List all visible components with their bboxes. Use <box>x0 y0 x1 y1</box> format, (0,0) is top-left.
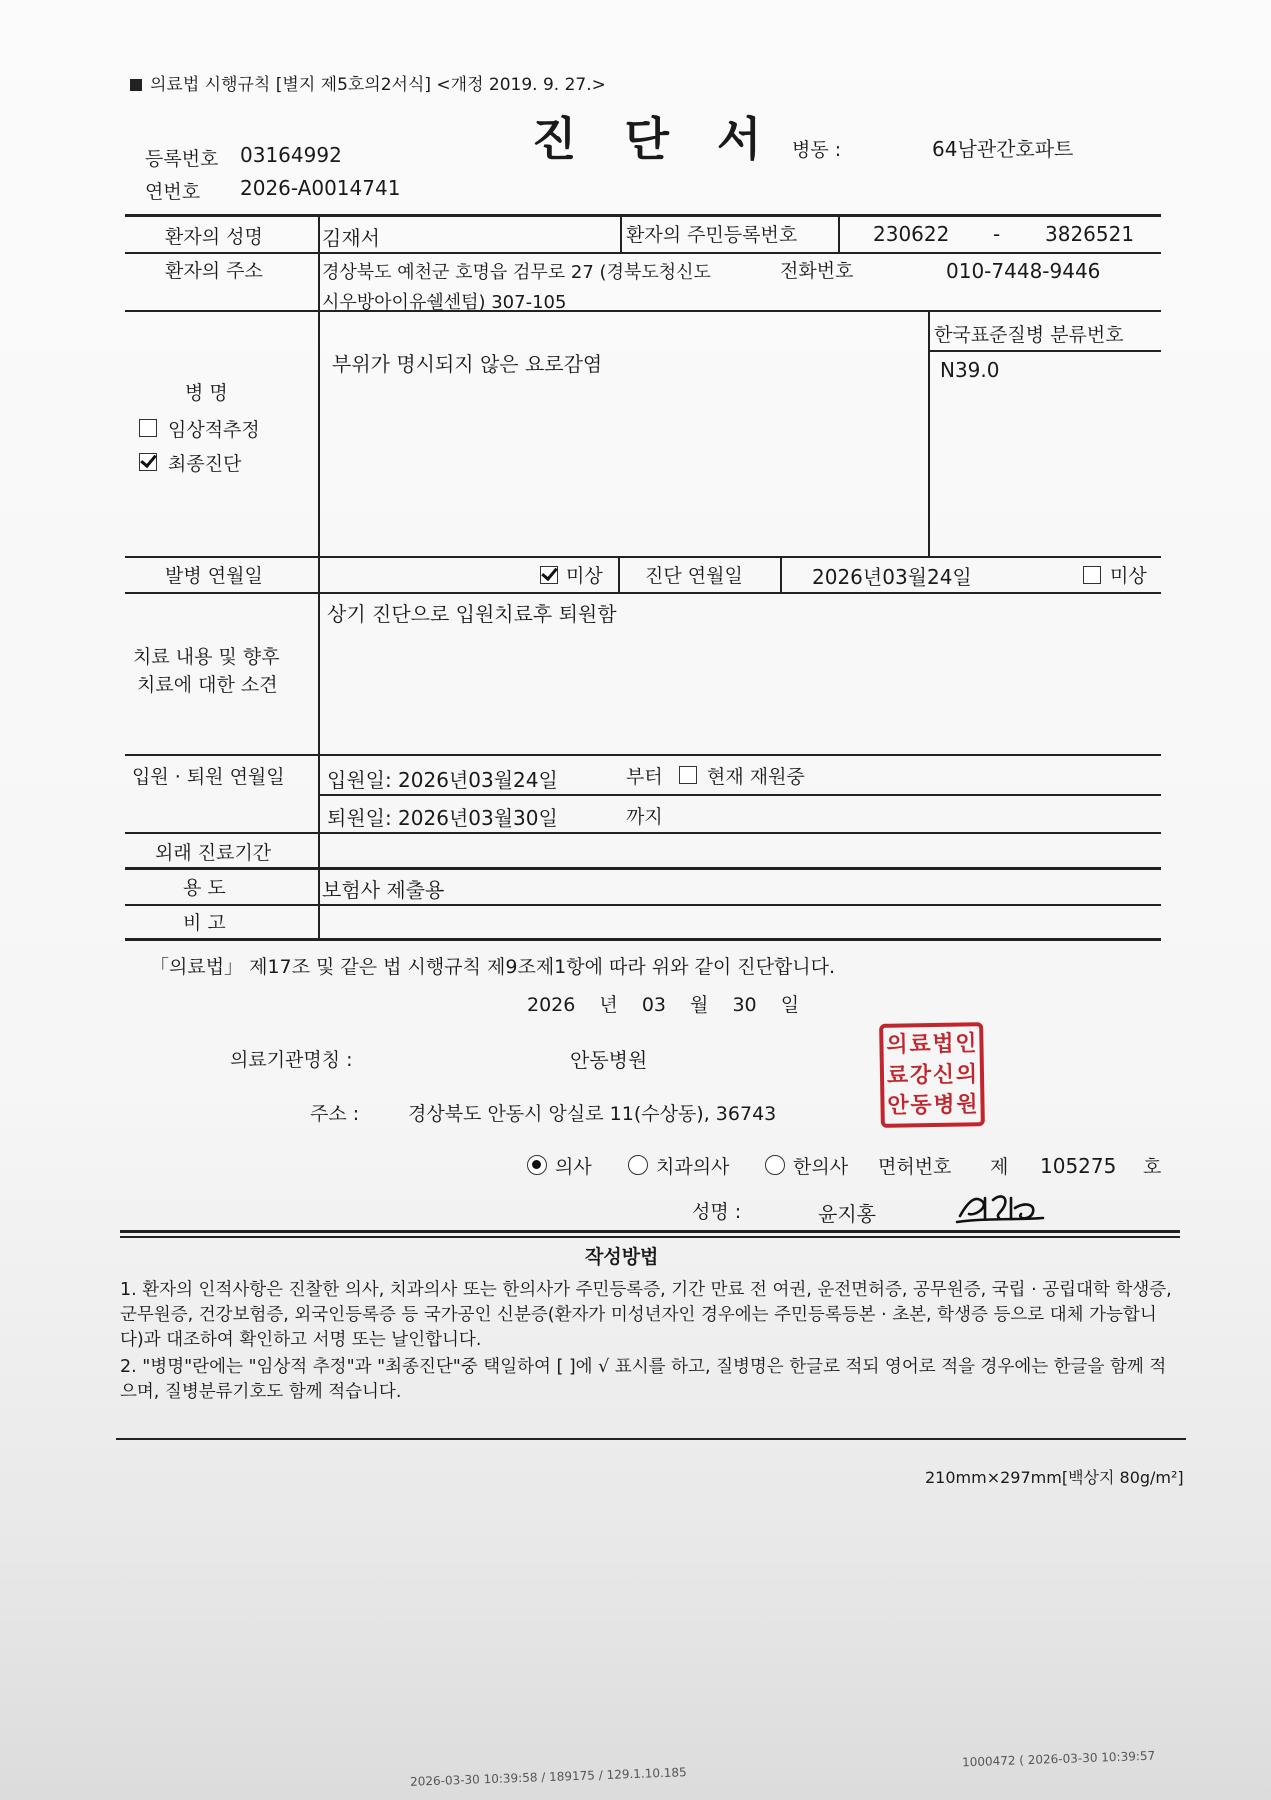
seal-glyph: 신 <box>932 1061 955 1088</box>
rrn-dash: - <box>993 222 1001 246</box>
remarks-label: 비 고 <box>183 912 226 934</box>
disease-name: 부위가 명시되지 않은 요로감염 <box>332 352 603 376</box>
issue-year: 2026 <box>527 994 576 1016</box>
treatment-label-line2: 치료에 대한 소견 <box>137 674 278 696</box>
institution-name: 안동병원 <box>570 1048 648 1072</box>
row-line <box>930 350 1161 352</box>
issue-day: 30 <box>732 994 757 1016</box>
hospital-seal-stamp <box>879 1022 985 1128</box>
diagnosis-date-label: 진단 연월일 <box>645 565 743 587</box>
doctor-signature <box>955 1188 1045 1228</box>
diag-unknown-label: 미상 <box>1110 565 1147 587</box>
certification-statement: 「의료법」 제17조 및 같은 법 시행규칙 제9조제1항에 따라 위와 같이 진단합니다. <box>150 956 836 978</box>
outpatient-label: 외래 진료기간 <box>155 842 272 864</box>
diagnosis-date: 2026년03월24일 <box>812 565 972 589</box>
phone: 010-7448-9446 <box>946 259 1101 283</box>
issue-month-unit: 월 <box>690 994 709 1016</box>
reg-no-label: 등록번호 <box>145 148 219 170</box>
col-line <box>618 556 620 592</box>
ward: 64남관간호파트 <box>932 137 1074 161</box>
admission-date: 입원일: 2026년03월24일 <box>327 768 558 792</box>
disease-label: 병 명 <box>185 382 228 404</box>
form-reference <box>130 70 606 95</box>
reg-no: 03164992 <box>240 143 342 167</box>
onset-date-label: 발병 연월일 <box>165 565 263 587</box>
purpose-label: 용 도 <box>183 877 226 899</box>
document-title: 진 단 서 <box>532 112 778 166</box>
treatment-label-line1: 치료 내용 및 향후 <box>133 646 280 668</box>
row-line <box>125 867 1161 870</box>
seal-glyph: 인 <box>955 1030 977 1057</box>
discharge-date: 퇴원일: 2026년03월30일 <box>327 806 558 830</box>
currently-admitted-label: 현재 재원중 <box>707 766 805 788</box>
clinical-estimate-label: 임상적추정 <box>168 419 260 441</box>
seal-glyph: 원 <box>956 1091 978 1118</box>
patient-name-label: 환자의 성명 <box>165 226 263 248</box>
admission-label: 입원 · 퇴원 연월일 <box>132 766 285 788</box>
rrn-back: 3826521 <box>1045 222 1135 246</box>
institution-address: 경상북도 안동시 앙실로 11(수상동), 36743 <box>408 1103 777 1125</box>
serial-number: 2026-A0014741 <box>240 176 401 200</box>
seal-glyph: 병 <box>933 1091 955 1119</box>
address-line2: 시우방아이유쉘센텀) 307-105 <box>322 292 567 313</box>
square-bullet-icon <box>130 79 142 91</box>
dentist-type-label: 치과의사 <box>656 1156 730 1178</box>
clinical-estimate-checkbox[interactable] <box>139 419 157 437</box>
seal-glyph: 동 <box>910 1092 932 1119</box>
col-line <box>620 214 622 252</box>
seal-glyph: 료 <box>886 1062 909 1089</box>
institution-name-label: 의료기관명칭 : <box>230 1049 353 1071</box>
diag-unknown-checkbox[interactable] <box>1083 566 1101 584</box>
address-line1: 경상북도 예천군 호명읍 검무로 27 (경북도청신도 <box>322 262 711 283</box>
row-line <box>125 754 1161 756</box>
doctor-name: 윤지홍 <box>818 1202 876 1226</box>
table-bottom-border <box>125 938 1161 941</box>
issue-day-unit: 일 <box>780 994 800 1016</box>
oriental-type-radio[interactable] <box>765 1155 785 1175</box>
doctor-type-label: 의사 <box>555 1156 592 1178</box>
final-diagnosis-label: 최종진단 <box>168 453 242 475</box>
row-line <box>125 310 1161 312</box>
seal-glyph: 료 <box>909 1031 931 1058</box>
seal-glyph: 의 <box>955 1060 978 1088</box>
col-line <box>838 214 840 252</box>
address-label: 환자의 주소 <box>165 260 263 282</box>
institution-address-label: 주소 : <box>310 1103 360 1125</box>
currently-admitted-checkbox[interactable] <box>679 766 697 784</box>
kcd-label: 한국표준질병 분류번호 <box>934 324 1124 346</box>
patient-name: 김재서 <box>322 226 380 250</box>
col-line <box>318 214 320 938</box>
row-line <box>125 832 1161 834</box>
license-label: 면허번호 <box>878 1156 952 1178</box>
row-line <box>320 794 1161 796</box>
form-reference-text: 의료법 시행규칙 [별지 제5호의2서식] <개정 2019. 9. 27.> <box>150 75 606 95</box>
print-log: 2026-03-30 10:39:58 / 189175 / 129.1.10.185 <box>409 1765 687 1789</box>
onset-unknown-checkbox[interactable] <box>540 566 558 584</box>
phone-label: 전화번호 <box>780 260 854 282</box>
dentist-type-radio[interactable] <box>628 1155 648 1175</box>
seal-glyph: 안 <box>887 1092 909 1120</box>
doctor-type-radio[interactable] <box>527 1155 547 1175</box>
row-line <box>125 592 1161 594</box>
kcd-code: N39.0 <box>940 358 1000 382</box>
onset-unknown-label: 미상 <box>566 565 603 587</box>
instructions-bottom-rule <box>116 1438 1186 1440</box>
seal-glyph: 강 <box>909 1061 932 1089</box>
doctor-name-label: 성명 : <box>692 1201 742 1223</box>
rrn-front: 230622 <box>873 222 950 246</box>
final-diagnosis-checkbox[interactable] <box>139 453 157 471</box>
paper-spec: 210mm×297mm[백상지 80g/m²] <box>925 1468 1184 1487</box>
oriental-type-label: 한의사 <box>793 1156 849 1178</box>
rrn-label: 환자의 주민등록번호 <box>626 224 798 246</box>
seal-glyph: 법 <box>932 1030 954 1057</box>
discharge-to: 까지 <box>626 806 663 828</box>
treatment-content: 상기 진단으로 입원치료후 퇴원함 <box>327 602 617 626</box>
col-line <box>928 310 930 556</box>
issue-date <box>527 990 799 1017</box>
table-top-border <box>125 214 1161 217</box>
row-line <box>125 252 1161 254</box>
purpose-value: 보험사 제출용 <box>322 878 445 902</box>
seal-glyph: 의 <box>886 1031 908 1058</box>
serial-label: 연번호 <box>145 181 201 203</box>
instruction-item-2: 2. "병명"란에는 "임상적 추정"과 "최종진단"중 택일하여 [ ]에 √ 표시를 하고, 질병명은 한글로 적되 영어로 적을 경우에는 한글을 함께 적으며, 질병분류기호도 함께 적습니다. <box>120 1357 1167 1402</box>
license-number: 105275 <box>1040 1154 1117 1178</box>
col-line <box>780 556 782 592</box>
row-line <box>125 904 1161 906</box>
ward-label: 병동 : <box>792 139 842 161</box>
issue-year-unit: 년 <box>599 994 618 1016</box>
row-line <box>125 556 1161 558</box>
instructions-title: 작성방법 <box>585 1246 659 1268</box>
instructions-top-rule-2 <box>120 1236 1180 1238</box>
issue-month: 03 <box>641 994 666 1016</box>
admission-from: 부터 <box>626 766 663 788</box>
instructions-top-rule <box>120 1230 1180 1233</box>
license-prefix: 제 <box>990 1156 1009 1178</box>
instruction-item-1: 1. 환자의 인적사항은 진찰한 의사, 치과의사 또는 한의사가 주민등록증, 기간 만료 전 여권, 운전면허증, 공무원증, 국립 · 공립대학 학생증, 군무원증, 건강보험증, 외국인등록증 등 국가공인 신분증(환자가 미성년자인 경우에는 주민등록등본 · 초본, 학생증 등으로 대체 가능합니다)과 대조하여 확인하고 서명 또는 날인합니다. <box>120 1280 1172 1350</box>
print-id: 1000472 ( 2026-03-30 10:39:57 <box>961 1748 1156 1770</box>
license-suffix: 호 <box>1143 1156 1162 1178</box>
